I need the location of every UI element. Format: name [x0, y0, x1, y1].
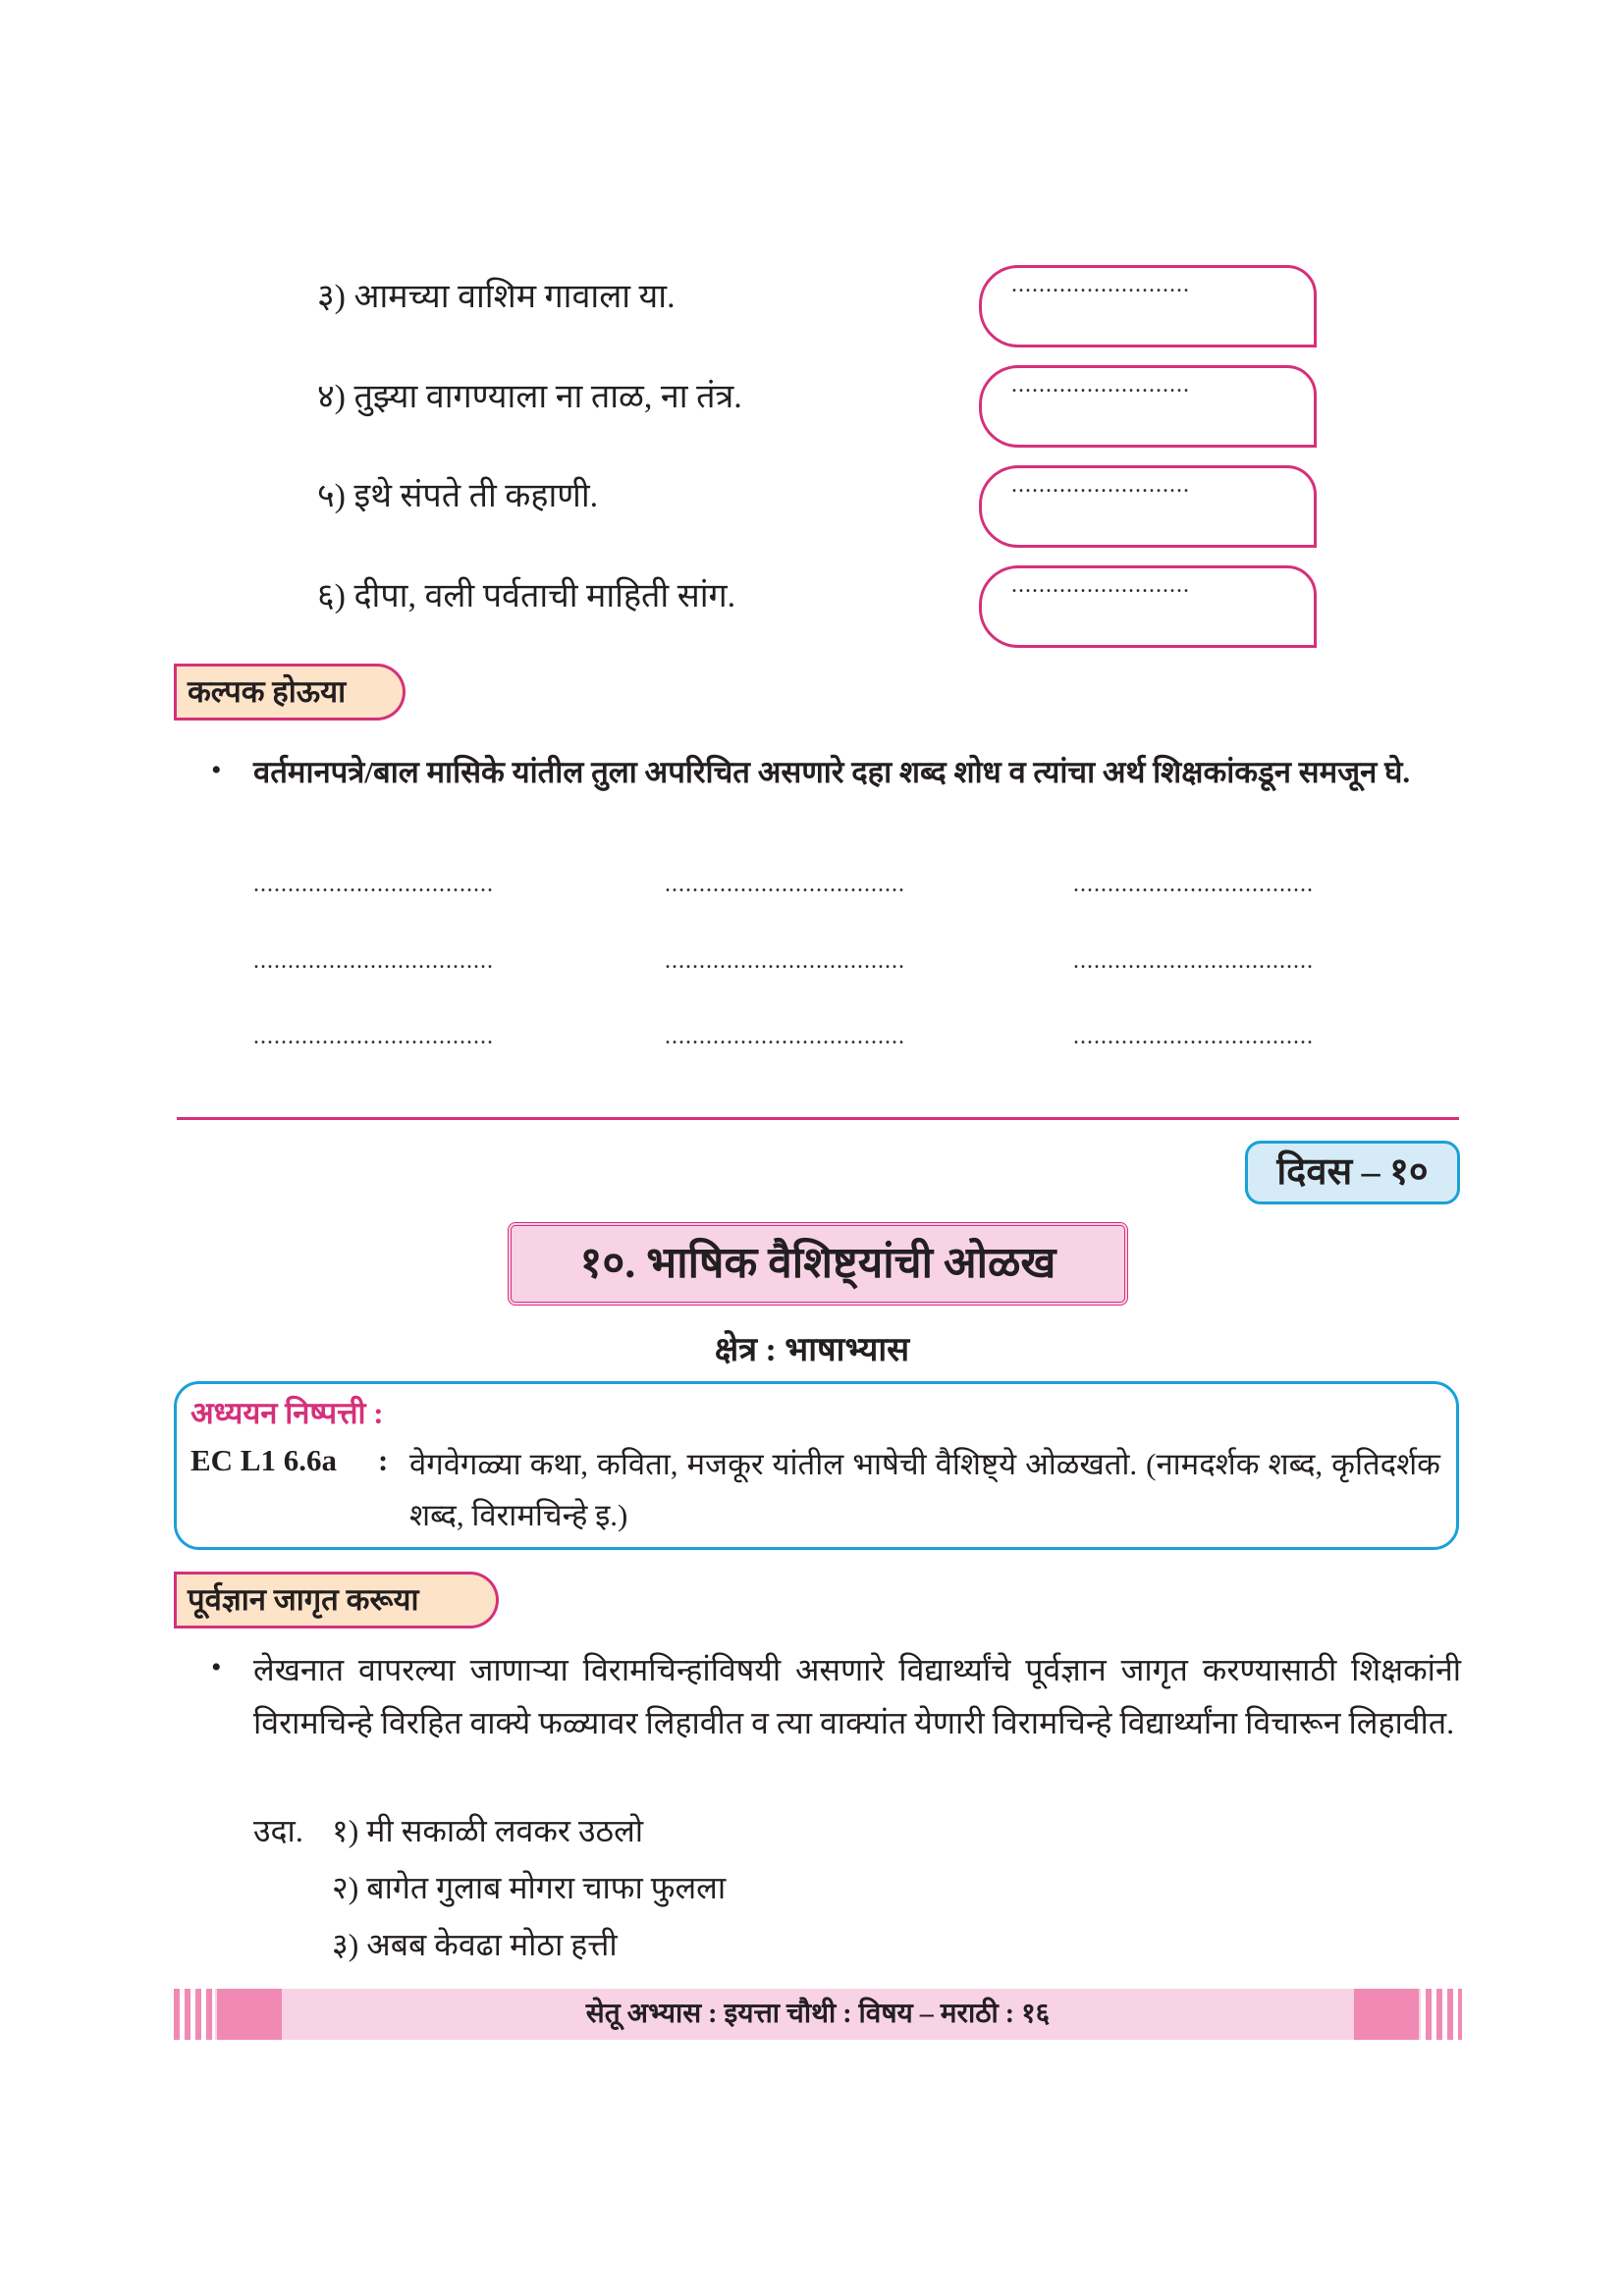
kalpak-instruction: वर्तमानपत्रे/बाल मासिके यांतील तुला अपरिचित असणारे दहा शब्द शोध व त्यांचा अर्थ शिक्षकांकडून समजून घे.	[253, 755, 1411, 789]
answer-box-3[interactable]	[979, 265, 1317, 347]
word-blank[interactable]: ...................................	[665, 872, 905, 897]
exercise-item-6: ६) दीपा, वली पर्वताची माहिती सांग.	[317, 578, 736, 614]
word-blank[interactable]: ...................................	[253, 1024, 494, 1049]
purvadnyan-instruction: लेखनात वापरल्या जाणाऱ्या विरामचिन्हांविषयी असणारे विद्यार्थ्यांचे पूर्वज्ञान जागृत करण्यासाठी शिक्षकांनी विरामचिन्हे विरहित वाक्ये फळ्यावर लिहावीत व त्या वाक्यांत येणारी विरामचिन्हे विद्यार्थ्यांना विचारून लिहावीत.	[253, 1652, 1461, 1740]
answer-box-4[interactable]	[979, 365, 1317, 448]
page-footer	[174, 1989, 1462, 2040]
word-blank[interactable]: ...................................	[253, 948, 494, 974]
outcome-heading: अध्ययन निष्पत्ती :	[190, 1396, 384, 1430]
example-3: ३) अबब केवढा मोठा हत्ती	[332, 1927, 618, 1962]
example-prefix: उदा.	[253, 1813, 303, 1848]
word-blank[interactable]: ...................................	[253, 872, 494, 897]
answer-box-5[interactable]	[979, 465, 1317, 548]
answer-blank: ..........................	[1011, 572, 1190, 598]
exercise-item-5: ५) इथे संपते ती कहाणी.	[317, 478, 599, 514]
footer-text: सेतू अभ्यास : इयत्ता चौथी : विषय – मराठी : १६	[585, 1999, 1051, 2029]
day-badge: दिवस – १०	[1245, 1141, 1460, 1204]
kshetra-heading: क्षेत्र : भाषाभ्यास	[714, 1332, 910, 1368]
exercise-item-4: ४) तुझ्या वागण्याला ना ताळ, ना तंत्र.	[317, 379, 742, 415]
section-divider	[177, 1117, 1459, 1120]
answer-blank: ..........................	[1011, 472, 1190, 498]
answer-blank: ..........................	[1011, 372, 1190, 398]
bullet-icon: •	[211, 754, 222, 786]
purvadnyan-label: पूर्वज्ञान जागृत करूया	[174, 1572, 499, 1629]
word-blank[interactable]: ...................................	[1073, 948, 1314, 974]
example-2: २) बागेत गुलाब मोगरा चाफा फुलला	[332, 1870, 727, 1905]
example-1: १) मी सकाळी लवकर उठलो	[332, 1813, 644, 1848]
outcome-code: EC L1 6.6a	[190, 1443, 337, 1477]
learning-outcome-box	[174, 1381, 1459, 1550]
lesson-title: १०. भाषिक वैशिष्ट्यांची ओळख	[508, 1222, 1128, 1306]
outcome-colon: :	[378, 1443, 389, 1477]
kalpak-label: कल्पक होऊया	[174, 664, 406, 721]
word-blank[interactable]: ...................................	[665, 948, 905, 974]
outcome-text: वेगवेगळ्या कथा, कविता, मजकूर यांतील भाषेची वैशिष्ट्ये ओळखतो. (नामदर्शक शब्द, कृतिदर्शक शब्द, विरामचिन्हे इ.)	[409, 1447, 1440, 1532]
answer-blank: ..........................	[1011, 272, 1190, 297]
word-blank[interactable]: ...................................	[1073, 1024, 1314, 1049]
word-blank[interactable]: ...................................	[1073, 872, 1314, 897]
bullet-icon: •	[211, 1651, 222, 1683]
exercise-item-3: ३) आमच्या वाशिम गावाला या.	[317, 279, 676, 315]
word-blank[interactable]: ...................................	[665, 1024, 905, 1049]
answer-box-6[interactable]	[979, 565, 1317, 648]
